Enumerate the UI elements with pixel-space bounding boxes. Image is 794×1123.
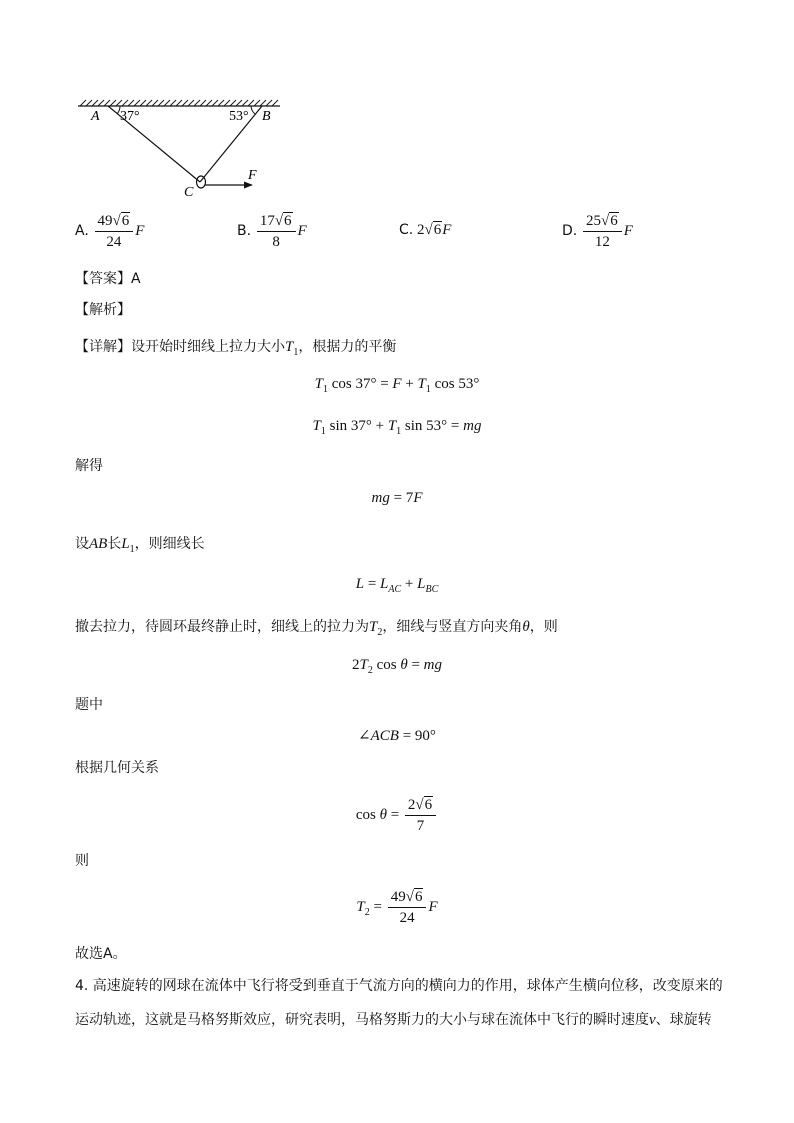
ring [197, 176, 206, 188]
geometry-label: 根据几何关系 [75, 760, 159, 776]
option-a[interactable]: A. $\frac{49√6}{24}$ F [75, 213, 145, 250]
equation-3: mg = 7F [371, 490, 423, 506]
equation-6: ∠ACB = 90° [358, 728, 436, 744]
option-b[interactable]: B. $\frac{17√6}{8}$ F [237, 213, 307, 250]
label-a: A [91, 109, 100, 124]
equation-1: $T_1$ $\cos 37^\circ = F + T_1$ cos 53° [314, 376, 480, 395]
answer-line: 【答案】A [75, 271, 141, 287]
conclusion: 故选A。 [75, 946, 127, 962]
label-angle-b: 53° [229, 109, 249, 124]
equation-4: $L = L_{AC} + L_{BC}$ [355, 576, 439, 595]
option-label: A. [75, 222, 89, 239]
remove-force-line: 撤去拉力，待圆环最终静止时，细线上的拉力为$T_2$，细线与竖直方向夹角θ，则 [75, 619, 558, 638]
label-b: B [262, 109, 271, 124]
label-c: C [184, 185, 194, 200]
equation-5: $2T_2$ cos θ = mg [351, 657, 443, 676]
physics-figure [70, 92, 290, 204]
option-label: D. [562, 222, 578, 239]
option-label: C. [399, 222, 414, 238]
detail-line: 【详解】设开始时细线上拉力大小$T_1$，根据力的平衡 [75, 339, 397, 358]
then-label: 则 [75, 853, 89, 869]
question-4-line-1: 4. 高速旋转的网球在流体中飞行将受到垂直于气流方向的横向力的作用，球体产生横向位移，改变原来的 [75, 978, 723, 994]
option-label: B. [237, 222, 252, 239]
fraction: $\frac{49√6}{24}$ [95, 212, 134, 251]
equation-8: $T_2$ = $\frac{49√6}{24}$ F [356, 889, 438, 926]
option-c[interactable]: C. 2√6F [399, 222, 452, 238]
equation-2: $T_1$ $\sin 37^\circ + T_1$ sin 53° = mg [312, 418, 482, 437]
fraction: $\frac{25√6}{12}$ [583, 212, 622, 251]
option-d[interactable]: D. $\frac{25√6}{12}$ F [562, 213, 633, 250]
analysis-heading: 【解析】 [75, 302, 131, 318]
in-problem-label: 题中 [75, 697, 103, 713]
solve-label: 解得 [75, 458, 103, 474]
label-f: F [248, 168, 257, 183]
ceiling-hatching [80, 100, 278, 106]
set-ab-line: 设AB长$L_1$，则细线长 [75, 536, 205, 555]
question-4-line-2: 运动轨迹，这就是马格努斯效应，研究表明，马格努斯力的大小与球在流体中飞行的瞬时速度v、球旋转 [75, 1012, 712, 1028]
fraction: $\frac{17√6}{8}$ [257, 212, 296, 251]
label-angle-a: 37° [120, 109, 140, 124]
angle-arc-b [251, 106, 255, 114]
equation-7: cos θ = $\frac{2√6}{7}$ [0, 796, 794, 835]
